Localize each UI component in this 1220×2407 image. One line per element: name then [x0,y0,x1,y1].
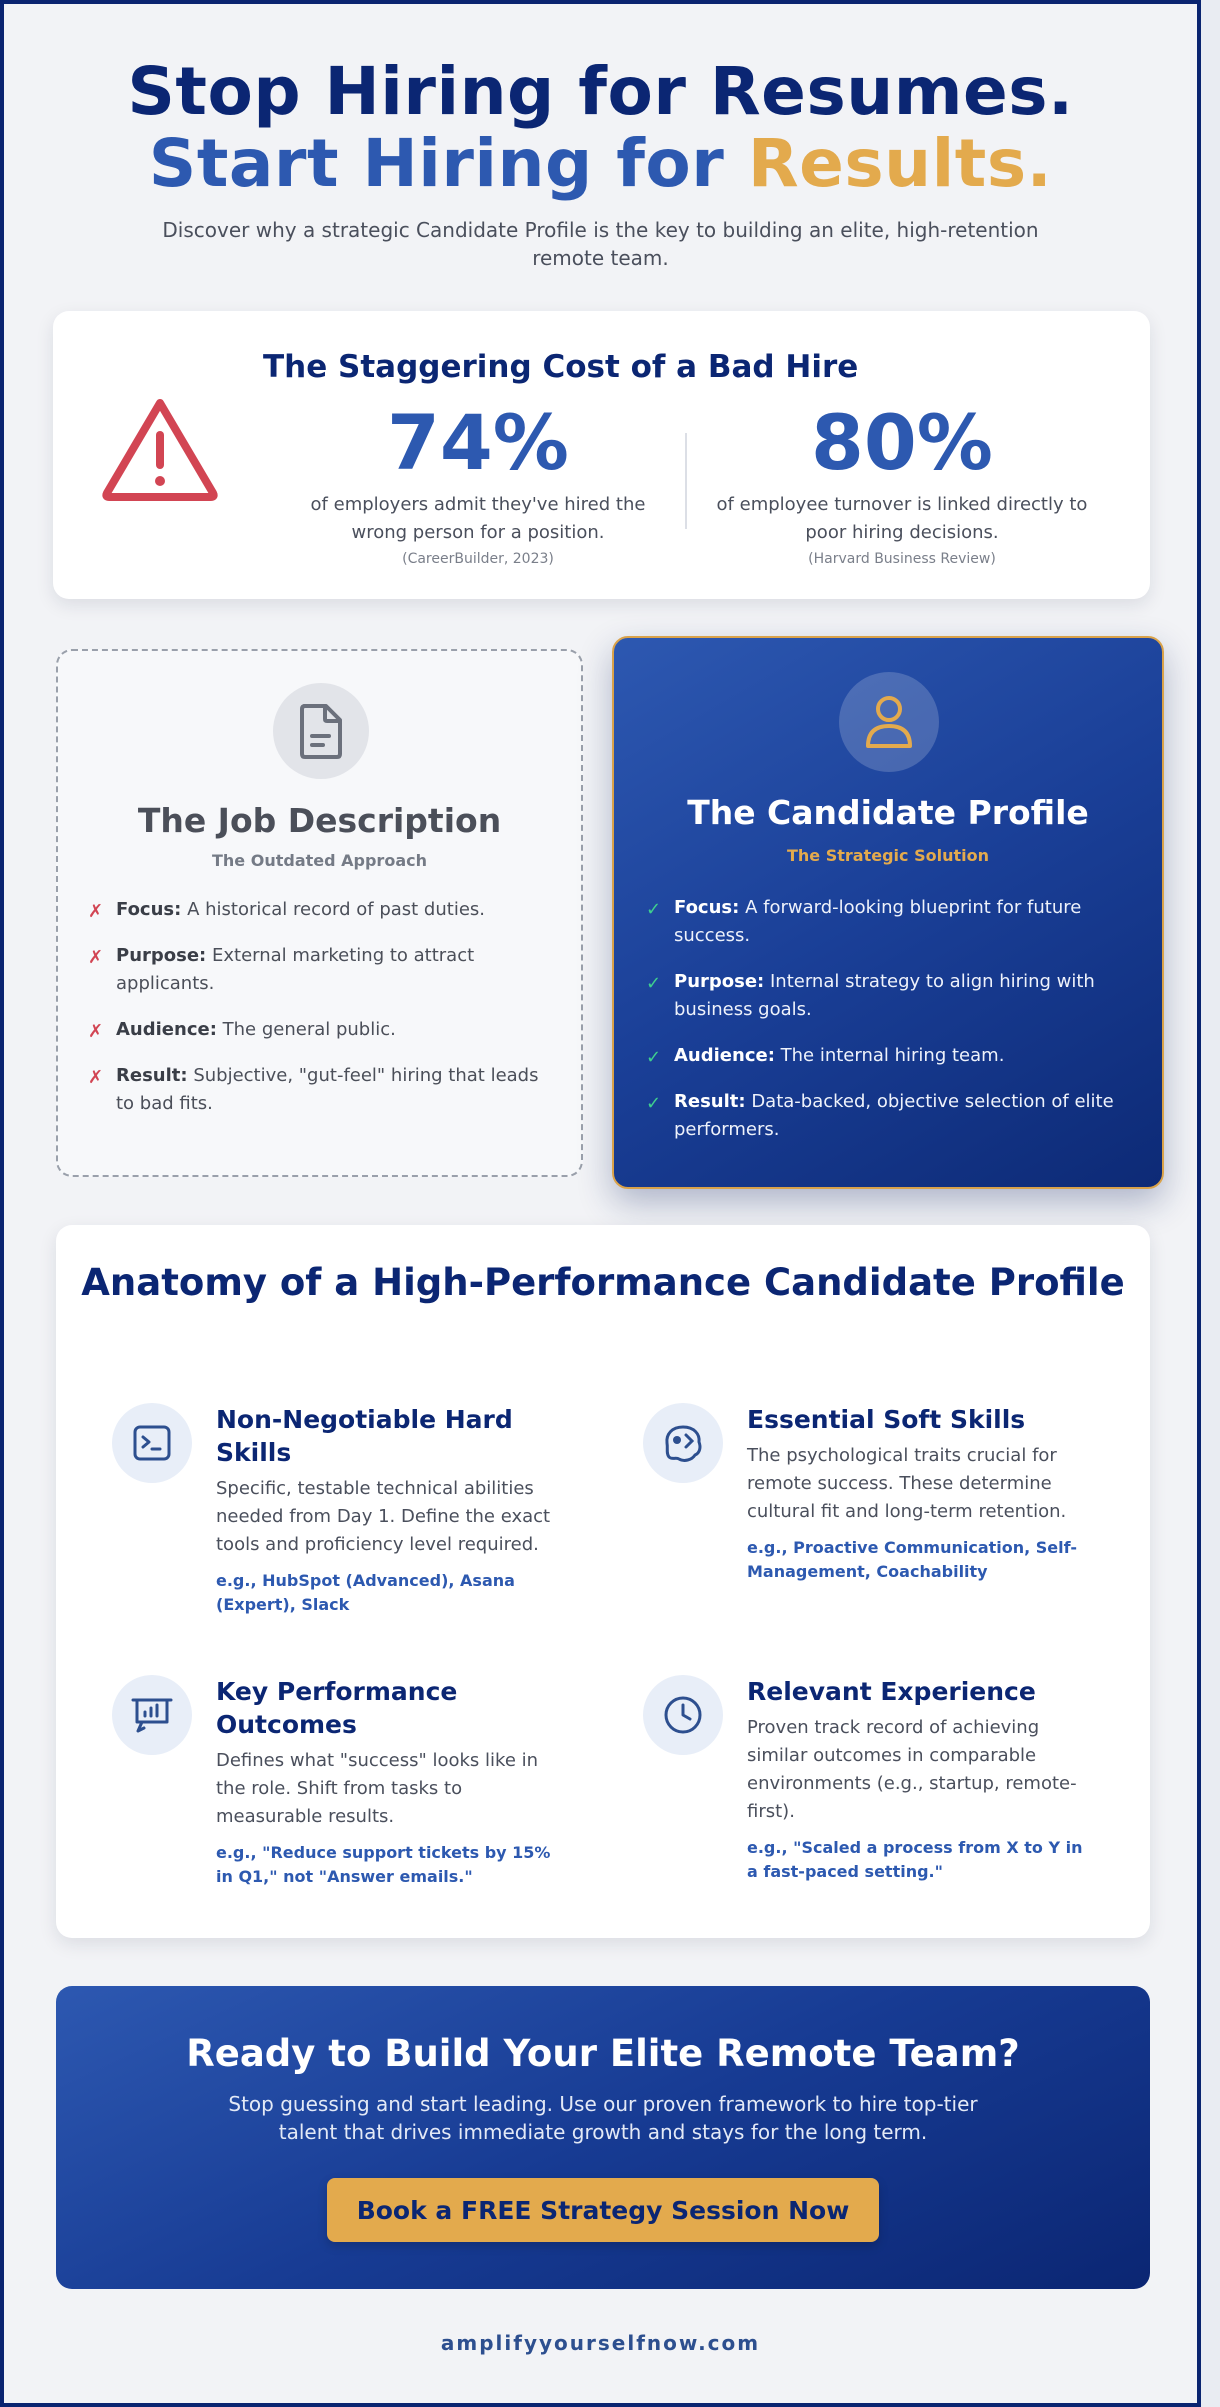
stat-turnover [712,398,1092,567]
user-icon-wrap [839,672,939,772]
terminal-icon-wrap [112,1403,192,1483]
cross-icon: ✗ [88,901,104,922]
list-item [646,1088,1141,1144]
list-item-text: Internal strategy to align hiring with business goals. [674,971,1095,1020]
stat-description: of employee turnover is linked directly to poor hiring decisions. [716,494,1088,543]
candidate-profile-panel [612,636,1164,1189]
list-item-text: Subjective, "gut-feel" hiring that leads to bad fits. [116,1065,539,1114]
brain-icon [662,1423,704,1463]
list-item-label: Focus: [674,897,740,918]
list-item [88,1016,558,1044]
anatomy-title: Anatomy of a High-Performance Candidate Profile [81,1261,1125,1304]
check-icon: ✓ [646,1047,662,1068]
cross-icon: ✗ [88,1067,104,1088]
hero-header [4,53,1197,272]
cost-card [53,311,1150,599]
footer-url[interactable]: amplifyyourselfnow.com [440,2331,761,2355]
list-item-label: Focus: [116,899,182,920]
feature-text: Specific, testable technical abilities needed from Day 1. Define the exact tools and proficiency level required. [216,1478,551,1555]
list-item-text: External marketing to attract applicants. [116,945,475,994]
panel-title: The Candidate Profile [687,793,1089,832]
hero-title-line2-start: Start Hiring for [148,125,725,202]
list-item-text: Data-backed, objective selection of elite performers. [674,1091,1114,1140]
panel-title: The Job Description [137,801,502,840]
stat-source: (CareerBuilder, 2023) [402,551,554,567]
hero-subtitle: Discover why a strategic Candidate Profile is the key to building an elite, high-retention remote team. [162,218,1039,270]
cross-icon: ✗ [88,1021,104,1042]
list-item-text: The internal hiring team. [780,1045,1005,1066]
check-icon: ✓ [646,899,662,920]
list-item [646,894,1141,950]
stat-value: 74% [387,398,569,487]
cta-title: Ready to Build Your Elite Remote Team? [186,2032,1020,2075]
stat-value: 80% [811,398,993,487]
stat-source: (Harvard Business Review) [808,551,996,567]
job-description-list [88,896,558,1136]
document-icon-wrap [273,683,369,779]
clock-icon-wrap [643,1675,723,1755]
feature-title: Non-Negotiable Hard Skills [216,1405,513,1467]
cost-title: The Staggering Cost of a Bad Hire [263,349,859,385]
stat-description: of employers admit they've hired the wrong person for a position. [310,494,646,543]
feature-example: e.g., Proactive Communication, Self-Management, Coachability [747,1538,1077,1581]
list-item-label: Audience: [116,1019,217,1040]
list-item [646,1042,1141,1070]
job-description-panel [56,649,583,1177]
panel-subtitle: The Strategic Solution [787,846,989,865]
list-item-text: The general public. [222,1019,396,1040]
feature-example: e.g., "Scaled a process from X to Y in a fast-paced setting." [747,1838,1083,1881]
panel-subtitle: The Outdated Approach [212,851,427,870]
list-item-text: A historical record of past duties. [187,899,485,920]
list-item [88,942,558,998]
list-item [88,896,558,924]
feature-text: Defines what "success" looks like in the role. Shift from tasks to measurable results. [216,1750,539,1827]
list-item-label: Result: [116,1065,188,1086]
check-icon: ✓ [646,1093,662,1114]
feature-title: Key Performance Outcomes [216,1677,458,1739]
list-item-label: Result: [674,1091,746,1112]
stat-bad-hires [288,398,668,567]
anatomy-card [56,1225,1150,1938]
book-strategy-session-button[interactable]: Book a FREE Strategy Session Now [327,2178,879,2242]
feature-text: Proven track record of achieving similar outcomes in comparable environments (e.g., startup, remote-first). [747,1717,1077,1822]
list-item-text: A forward-looking blueprint for future success. [674,897,1082,946]
stat-divider [685,433,687,529]
cta-section [56,1986,1150,2289]
presentation-chart-icon [130,1695,174,1735]
presentation-chart-icon-wrap [112,1675,192,1755]
hero-title-line1: Stop Hiring for Resumes. [127,53,1074,130]
terminal-icon [132,1424,172,1462]
list-item [88,1062,558,1118]
warning-triangle-icon [101,395,219,503]
hero-title-line2 [4,125,1197,202]
check-icon: ✓ [646,973,662,994]
clock-icon [663,1695,703,1735]
hero-title-line2-highlight: Results. [747,125,1053,202]
list-item-label: Purpose: [674,971,765,992]
feature-example: e.g., HubSpot (Advanced), Asana (Expert), Slack [216,1571,515,1614]
cta-text: Stop guessing and start leading. Use our proven framework to hire top-tier talent that drives immediate growth and stays for the long term. [228,2092,978,2144]
list-item [646,968,1141,1024]
feature-text: The psychological traits crucial for remote success. These determine cultural fit and long-term retention. [747,1445,1067,1522]
cross-icon: ✗ [88,947,104,968]
feature-example: e.g., "Reduce support tickets by 15% in Q1," not "Answer emails." [216,1843,551,1886]
brain-icon-wrap [643,1403,723,1483]
candidate-profile-list [646,894,1141,1162]
user-icon [861,692,917,752]
feature-title: Essential Soft Skills [747,1405,1026,1434]
list-item-label: Audience: [674,1045,775,1066]
list-item-label: Purpose: [116,945,207,966]
document-icon [296,702,346,760]
feature-title: Relevant Experience [747,1677,1036,1706]
